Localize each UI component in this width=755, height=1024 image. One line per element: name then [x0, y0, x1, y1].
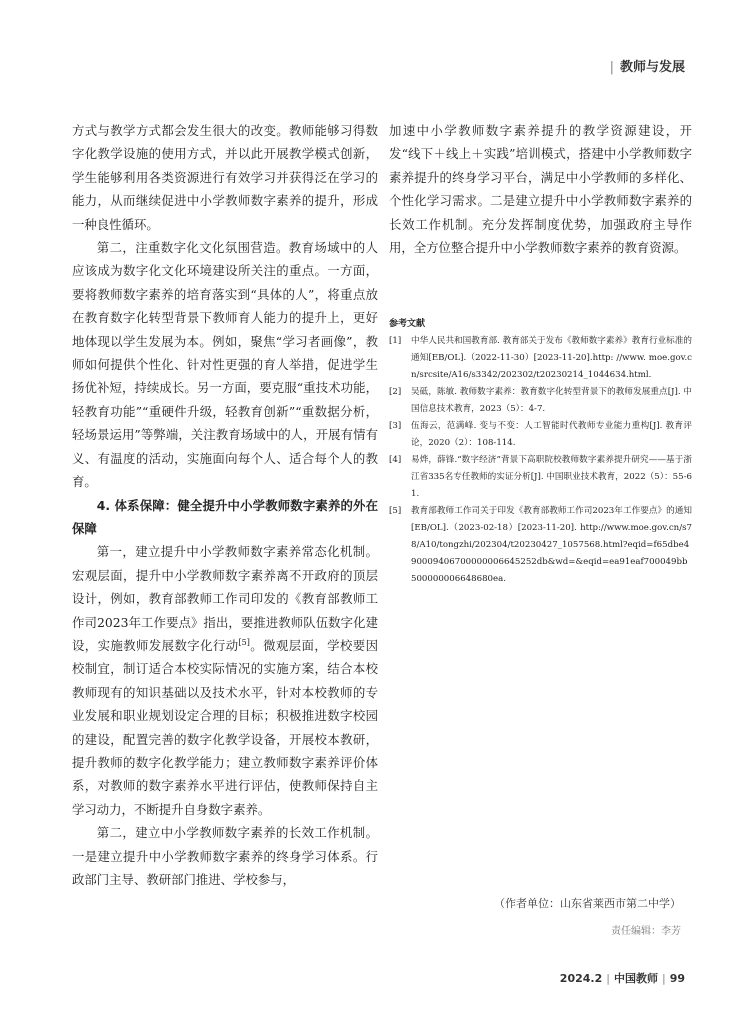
- left-paragraph-1: 方式与教学方式都会发生很大的改变。教师能够习得数字化教学设施的使用方式，并以此开展教学模式创新，学生能够利用各类资源进行有效学习并获得泛在学习的能力，从而继续促进中小学教师数字素养的提升，形成一种良性循环。: [72, 123, 378, 232]
- left-column: [72, 119, 378, 891]
- page-footer: 2024.2 | 中国教师 | 99: [559, 972, 685, 985]
- citation-ref: [5]: [238, 637, 250, 647]
- left-paragraph-2: 第二，注重数字化文化氛围营造。教育场域中的人应该成为数字化文化环境建设所关注的重点。一方面，要将教师数字素养的培育落实到“具体的人”，将重点放在教育数字化转型背景下教师育人能力的提升上，更好地体现以学生发展为本。例如，聚焦“学习者画像”，教师如何提供个性化、针对性更强的育人举措，促进学生扬优补短，持续成长。另一方面，要克服“重技术功能，轻教育功能”“重硬件升级，轻教育创新”“重数据分析，轻场景运用”等弊端，关注教育场域中的人，开展有情有义、有温度的活动，实施面向每个人、适合每个人的教育。: [72, 240, 378, 490]
- author-unit: （作者单位：山东省莱西市第二中学）: [494, 897, 681, 910]
- reference-item: [4] 易烨，薛锋.“数字经济”背景下高职院校教师数字素养提升研究——基于浙江省335名专任教师的实证分析[J]. 中国职业技术教育，2022（5）：55-61.: [389, 455, 692, 499]
- reference-item: [1] 中华人民共和国教育部. 教育部关于发布《教师数字素养》教育行业标准的通知[EB/OL].（2022-11-30）[2023-11-20].http: //www. moe.gov.cn/srcsite/A16/s3342/202302/t20230214_1044634.html.: [389, 336, 692, 380]
- section-header: | 教师与发展: [609, 60, 685, 75]
- right-column: [389, 119, 692, 259]
- right-paragraph-1: 加速中小学教师数字素养提升的教学资源建设，开发“线下＋线上＋实践”培训模式，搭建中小学教师数字素养提升的终身学习平台，满足中小学教师的多样化、个性化学习需求。二是建立提升中小学教师数字素养的长效工作机制。充分发挥制度优势，加强政府主导作用，全方位整合提升中小学教师数字素养的教育资源。: [389, 123, 692, 256]
- left-paragraph-3: 第一，建立提升中小学教师数字素养常态化机制。宏观层面，提升中小学教师数字素养离不开政府的顶层设计，例如，教育部教师工作司印发的《教育部教师工作司2023年工作要点》指出，要推进教师队伍数字化建设，实施教师发展数字化行动[5]。微观层面，学校要因校制宜，制订适合本校实际情况的实施方案，结合本校教师现有的知识基础以及技术水平，针对本校教师的专业发展和职业规划设定合理的目标；积极推进数字校园的建设，配置完善的数字化教学设备，开展校本教研，提升教师的数字化教学能力；建立教师数字素养评价体系，对教师的数字素养水平进行评估，使教师保持自主学习动力，不断提升自身数字素养。: [72, 544, 379, 817]
- left-paragraph-4: 第二，建立中小学教师数字素养的长效工作机制。一是建立提升中小学教师数字素养的终身学习体系。行政部门主导、教研部门推进、学校参与，: [72, 825, 378, 887]
- reference-item: [3] 伍海云，范满峰. 变与不变：人工智能时代教师专业能力重构[J]. 教育评论，2020（2）：108-114.: [389, 421, 692, 448]
- responsible-editor: 责任编辑：李芳: [611, 926, 681, 937]
- section-header-label: 教师与发展: [619, 60, 685, 75]
- references-list: [389, 333, 692, 588]
- reference-item: [5] 教育部教师工作司关于印发《教育部教师工作司2023年工作要点》的通知[EB/OL].（2023-02-18）[2023-11-20]. http://www.moe.gov.cn/s78/A10/tongzhi/202304/t20230427_1057568.html?eqid=f65dbe490009406700000006645252db&wd=&eqid=ea91eaf700049bb500000006648680ea.: [389, 506, 692, 584]
- reference-item: [2] 吴砥，陈敏. 教师数字素养：教育数字化转型背景下的教师发展重点[J]. 中国信息技术教育，2023（5）：4-7.: [389, 387, 692, 414]
- section-heading-4: 4. 体系保障：健全提升中小学教师数字素养的外在保障: [72, 497, 378, 536]
- issue-number: 2024.2: [559, 972, 603, 985]
- page-number: 99: [669, 972, 685, 985]
- references-title: 参考文献: [389, 319, 426, 329]
- journal-name: 中国教师: [613, 972, 658, 985]
